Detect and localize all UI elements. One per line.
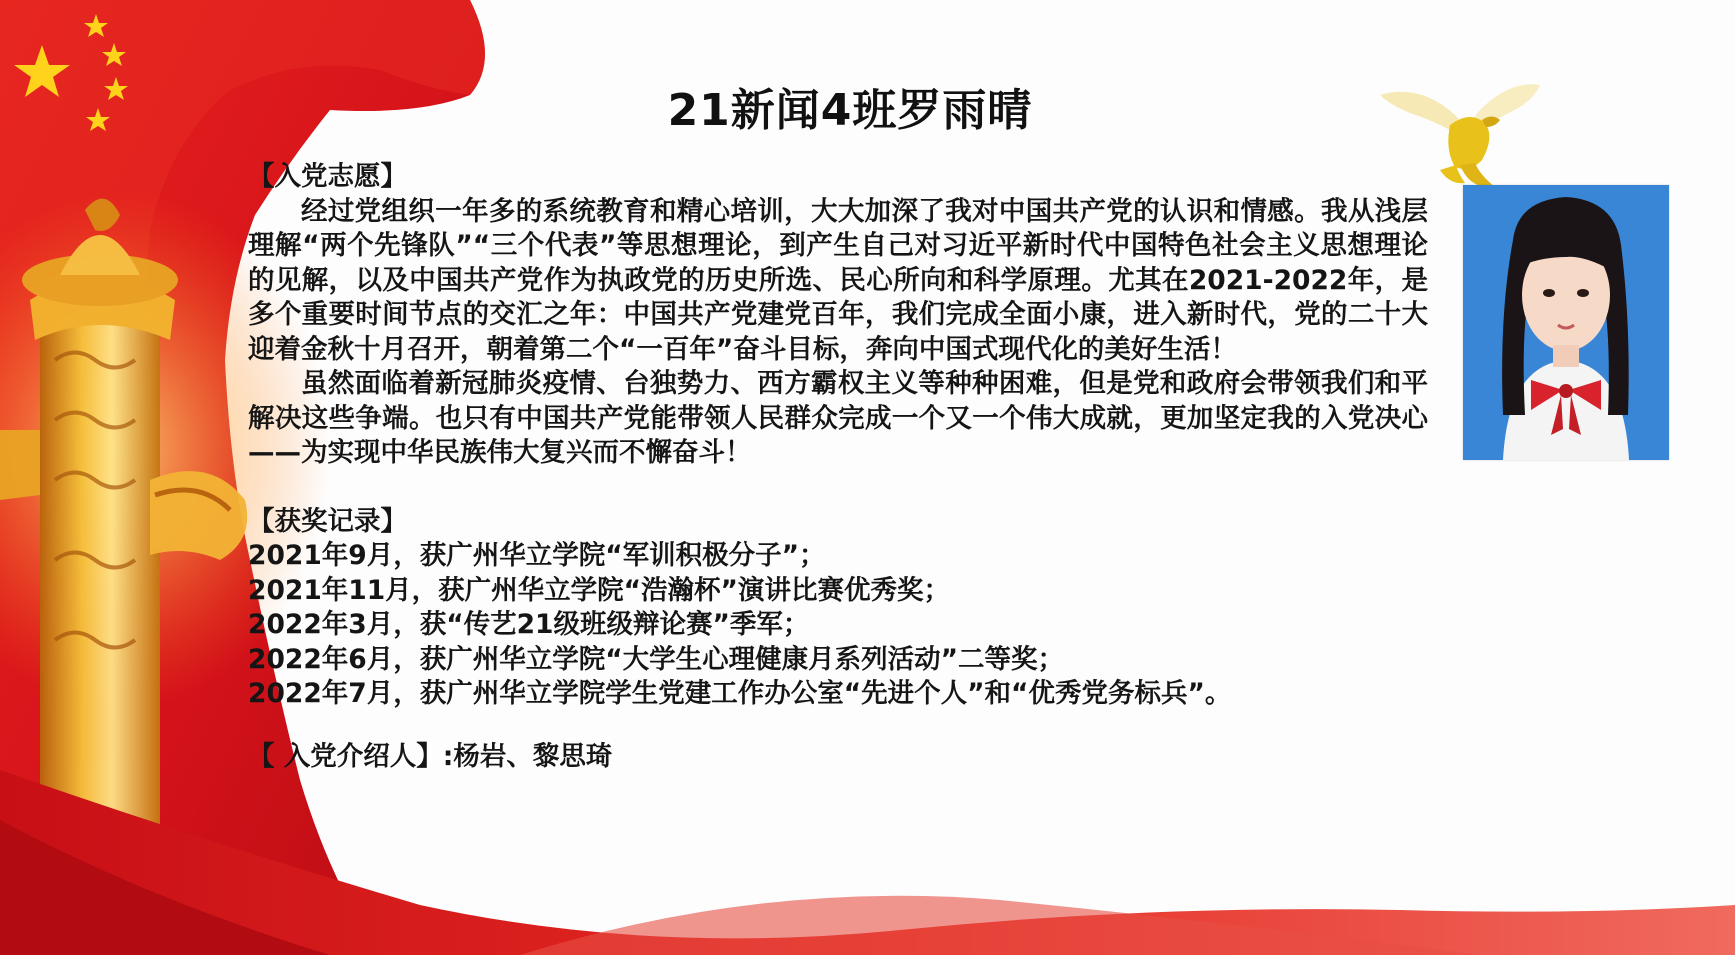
award-item: 2022年3月，获“传艺21级班级辩论赛”季军； — [248, 609, 810, 640]
award-item: 2022年7月，获广州华立学院学生党建工作办公室“先进个人”和“优秀党务标兵”。 — [248, 678, 1232, 709]
document-body — [248, 160, 1428, 774]
introducer-line: 【 入党介绍人】:杨岩、黎思琦 — [248, 740, 613, 772]
portrait-photo — [1463, 185, 1669, 460]
award-item: 2021年9月，获广州华立学院“军训积极分子”； — [248, 540, 826, 571]
award-item: 2022年6月，获广州华立学院“大学生心理健康月系列活动”二等奖； — [248, 643, 1065, 675]
award-item: 2021年11月，获广州华立学院“浩瀚杯”演讲比赛优秀奖； — [248, 574, 950, 606]
wish-paragraph-1: 经过党组织一年多的系统教育和精心培训，大大加深了我对中国共产党的认识和情感。我从浅层理解“两个先锋队”“三个代表”等思想理论，到产生自己对习近平新时代中国特色社会主义思想理论的见解，以及中国共产党作为执政党的历史所选、民心所向和科学原理。尤其在2021-2022年，是多个重要时间节点的交汇之年：中国共产党建党百年，我们完成全面小康，进入新时代，党的二十大迎着金秋十月召开，朝着第二个“一百年”奋斗目标，奔向中国式现代化的美好生活！ — [248, 195, 1428, 365]
awards-heading: 【获奖记录】 — [248, 505, 407, 537]
page-title: 21新闻4班罗雨晴 — [667, 85, 1033, 136]
wish-paragraph-2: 虽然面临着新冠肺炎疫情、台独势力、西方霸权主义等种种困难，但是党和政府会带领我们和平解决这些争端。也只有中国共产党能带领人民群众完成一个又一个伟大成就，更加坚定我的入党决心——为实现中华民族伟大复兴而不懈奋斗！ — [248, 368, 1428, 468]
wish-heading: 【入党志愿】 — [248, 161, 407, 192]
